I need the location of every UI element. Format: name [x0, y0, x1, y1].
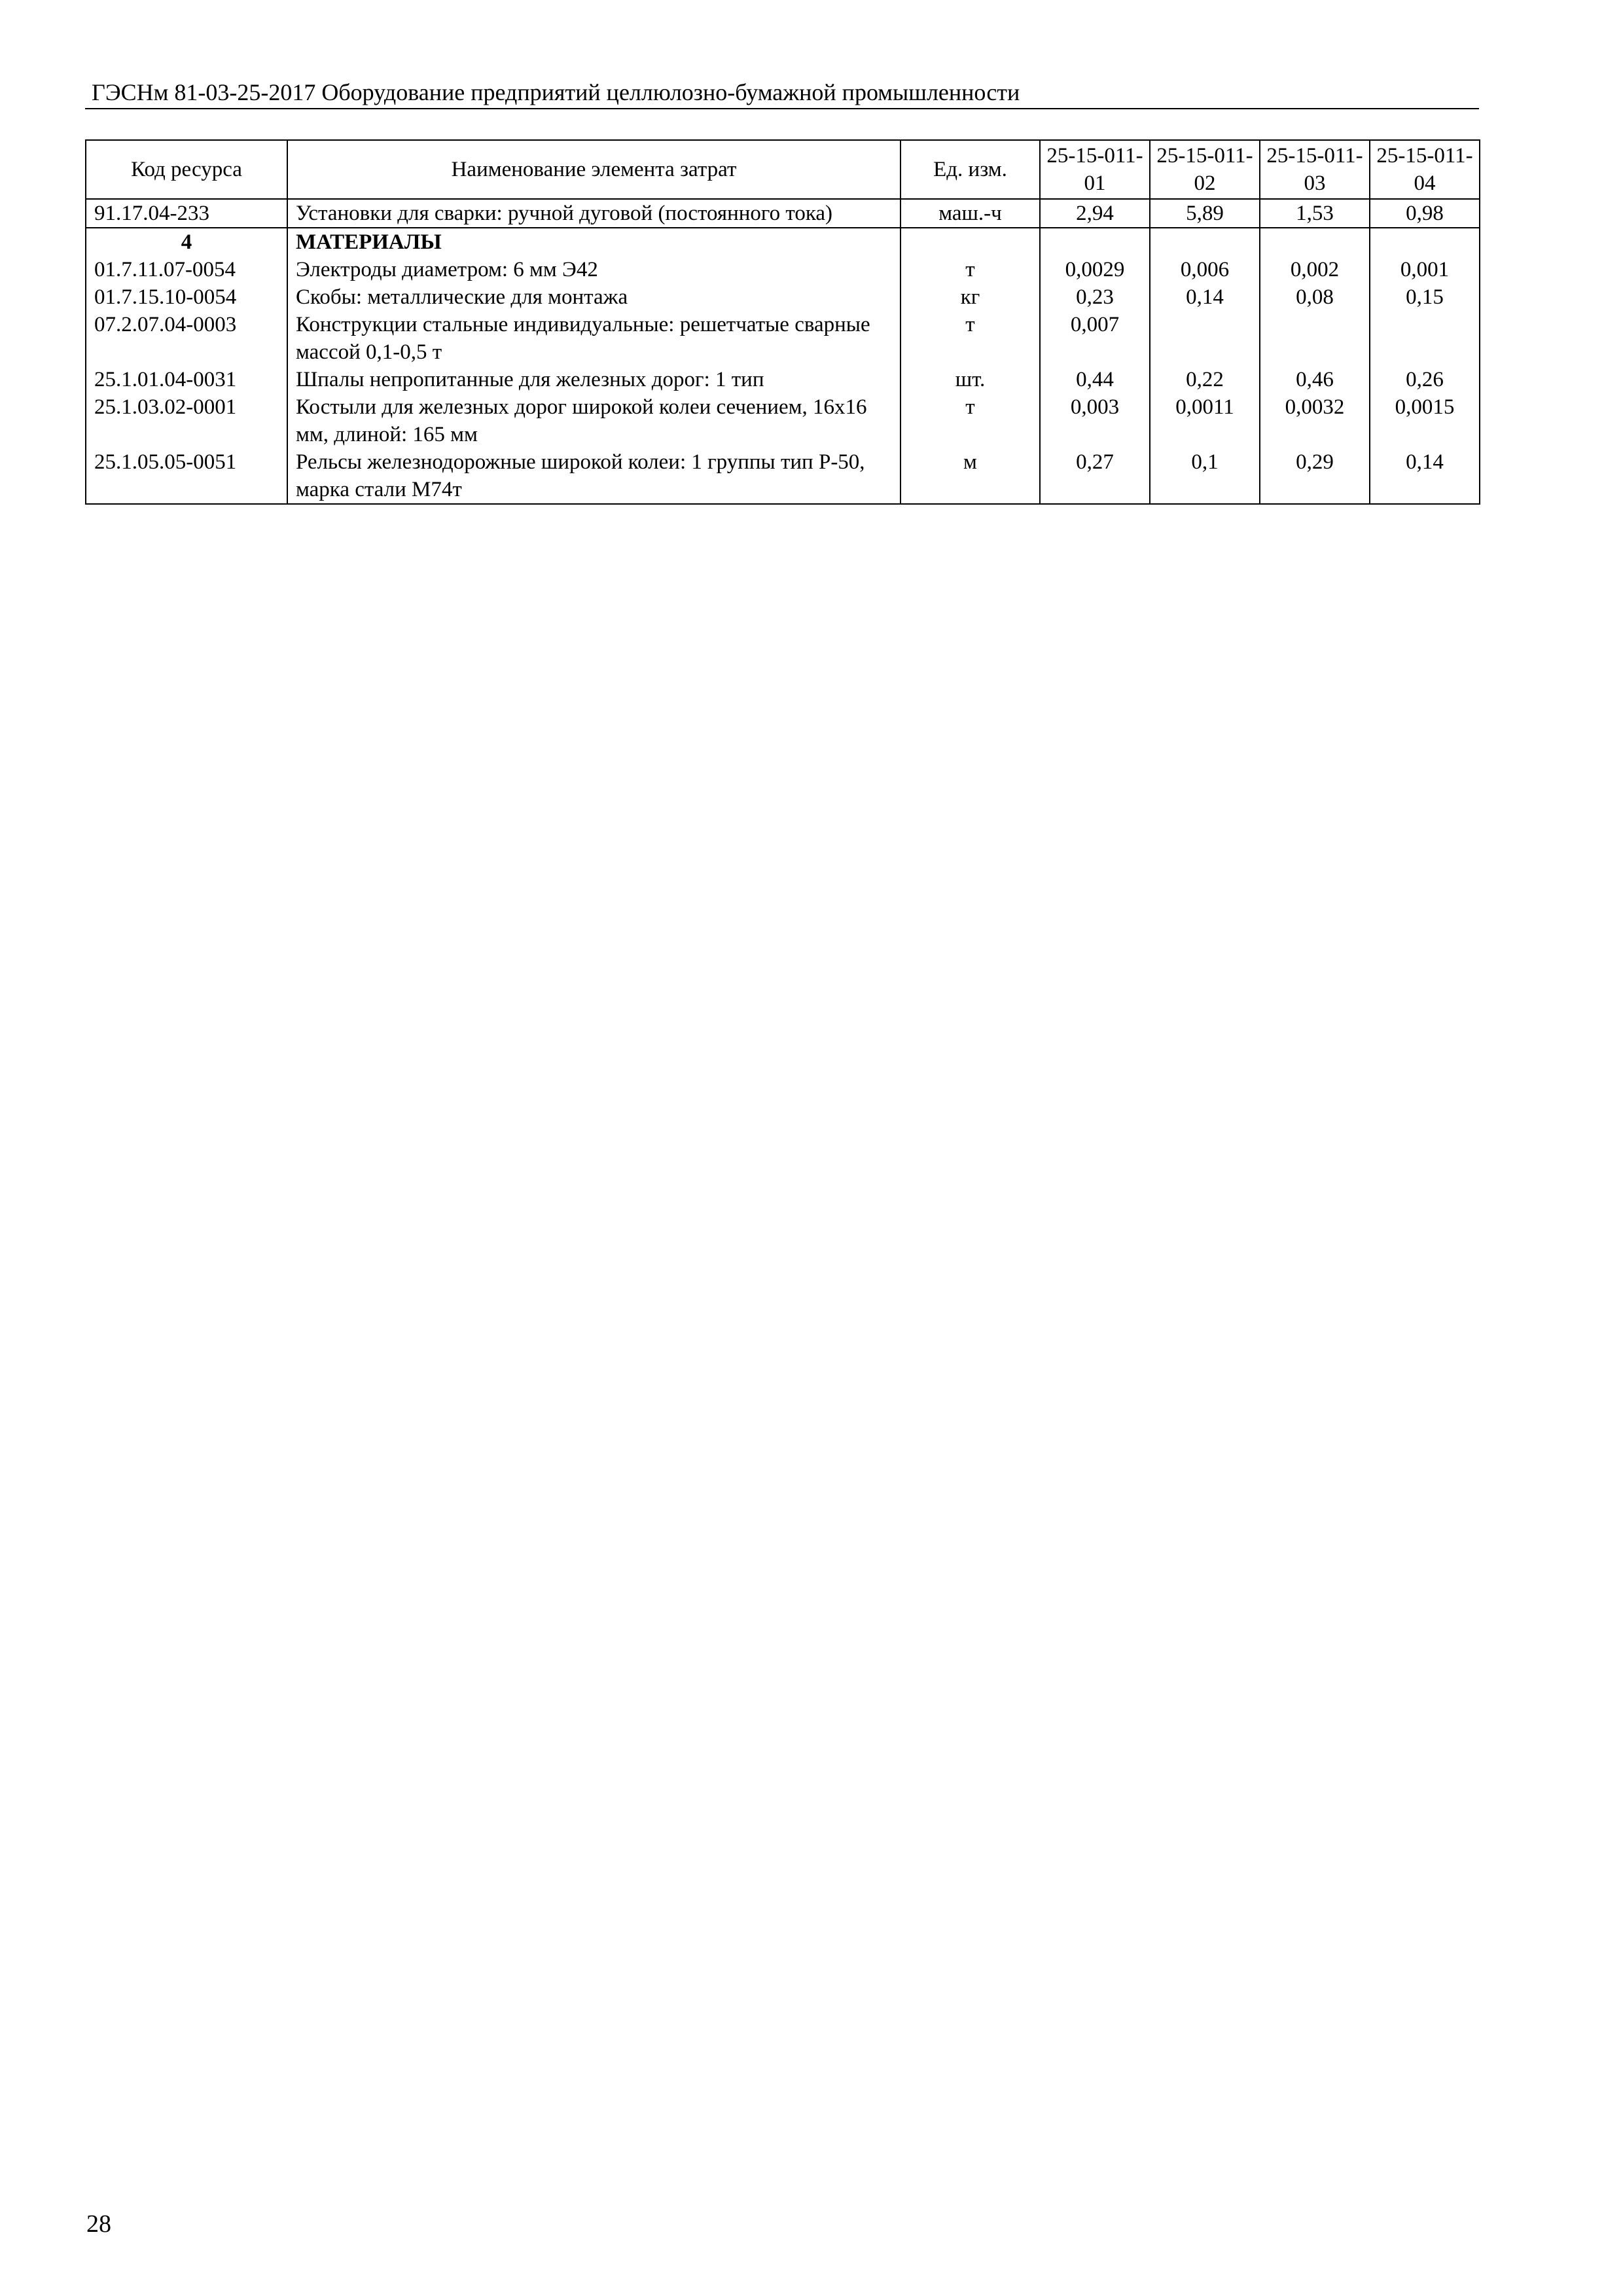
value-25-15-011-02: 5,89: [1150, 199, 1260, 228]
value-25-15-011-04: 0,26: [1370, 366, 1480, 393]
value-25-15-011-02: 0,22: [1150, 366, 1260, 393]
value-25-15-011-04: 0,001: [1370, 256, 1480, 283]
value-25-15-011-04: 0,0015: [1370, 393, 1480, 448]
value-25-15-011-02: 0,0011: [1150, 393, 1260, 448]
resource-table: [85, 139, 1480, 505]
resource-name: Рельсы железнодорожные широкой колеи: 1 группы тип Р-50, марка стали М74т: [287, 448, 901, 504]
value-25-15-011-03: [1260, 311, 1370, 366]
table-row: [86, 256, 1480, 283]
resource-unit: т: [901, 256, 1040, 283]
resource-name: Костыли для железных дорог широкой колеи сечением, 16х16 мм, длиной: 165 мм: [287, 393, 901, 448]
column-header-code: Код ресурса: [86, 140, 287, 199]
value-25-15-011-04: 0,14: [1370, 448, 1480, 504]
resource-name: Установки для сварки: ручной дуговой (постоянного тока): [287, 199, 901, 228]
table-row: [86, 448, 1480, 504]
resource-unit: шт.: [901, 366, 1040, 393]
resource-name: Шпалы непропитанные для железных дорог: 1 тип: [287, 366, 901, 393]
resource-code: 07.2.07.04-0003: [86, 311, 287, 366]
running-header-title: ГЭСНм 81-03-25-2017 Оборудование предприятий целлюлозно-бумажной промышленности: [92, 79, 1020, 105]
resource-unit: м: [901, 448, 1040, 504]
table-row: [86, 199, 1480, 228]
value-25-15-011-01: 0,0029: [1040, 256, 1150, 283]
resource-unit: т: [901, 393, 1040, 448]
section-row: [86, 228, 1480, 256]
column-header-unit: Ед. изм.: [901, 140, 1040, 199]
value-25-15-011-03: 0,46: [1260, 366, 1370, 393]
table-header-row: [86, 140, 1480, 199]
header-rule: [85, 108, 1479, 109]
column-header-25-15-011-01: 25-15-011-01: [1040, 140, 1150, 199]
value-25-15-011-03: 0,08: [1260, 283, 1370, 311]
resource-code: 25.1.05.05-0051: [86, 448, 287, 504]
value-25-15-011-03: 1,53: [1260, 199, 1370, 228]
page-number: 28: [86, 2210, 111, 2238]
resource-name: Скобы: металлические для монтажа: [287, 283, 901, 311]
table-row: [86, 366, 1480, 393]
resource-unit: маш.-ч: [901, 199, 1040, 228]
table-row: [86, 393, 1480, 448]
value-25-15-011-03: 0,29: [1260, 448, 1370, 504]
section-title: МАТЕРИАЛЫ: [287, 228, 901, 256]
value-25-15-011-04: [1370, 311, 1480, 366]
value-25-15-011-01: 0,23: [1040, 283, 1150, 311]
column-header-25-15-011-02: 25-15-011-02: [1150, 140, 1260, 199]
resource-name: Электроды диаметром: 6 мм Э42: [287, 256, 901, 283]
value-25-15-011-04: 0,15: [1370, 283, 1480, 311]
section-number: 4: [86, 228, 287, 256]
table-row: [86, 283, 1480, 311]
value-25-15-011-01: 0,44: [1040, 366, 1150, 393]
value-25-15-011-03: 0,002: [1260, 256, 1370, 283]
value-25-15-011-01: 0,27: [1040, 448, 1150, 504]
resource-code: 25.1.03.02-0001: [86, 393, 287, 448]
resource-code: 25.1.01.04-0031: [86, 366, 287, 393]
value-25-15-011-03: 0,0032: [1260, 393, 1370, 448]
resource-code: 01.7.15.10-0054: [86, 283, 287, 311]
column-header-25-15-011-03: 25-15-011-03: [1260, 140, 1370, 199]
value-25-15-011-04: 0,98: [1370, 199, 1480, 228]
value-25-15-011-02: 0,006: [1150, 256, 1260, 283]
resource-unit: т: [901, 311, 1040, 366]
table-row: [86, 311, 1480, 366]
value-25-15-011-02: 0,1: [1150, 448, 1260, 504]
resource-code: 01.7.11.07-0054: [86, 256, 287, 283]
value-25-15-011-01: 0,003: [1040, 393, 1150, 448]
value-25-15-011-02: 0,14: [1150, 283, 1260, 311]
column-header-name: Наименование элемента затрат: [287, 140, 901, 199]
column-header-25-15-011-04: 25-15-011-04: [1370, 140, 1480, 199]
resource-code: 91.17.04-233: [86, 199, 287, 228]
value-25-15-011-01: 2,94: [1040, 199, 1150, 228]
resource-unit: кг: [901, 283, 1040, 311]
value-25-15-011-02: [1150, 311, 1260, 366]
value-25-15-011-01: 0,007: [1040, 311, 1150, 366]
resource-name: Конструкции стальные индивидуальные: решетчатые сварные массой 0,1-0,5 т: [287, 311, 901, 366]
